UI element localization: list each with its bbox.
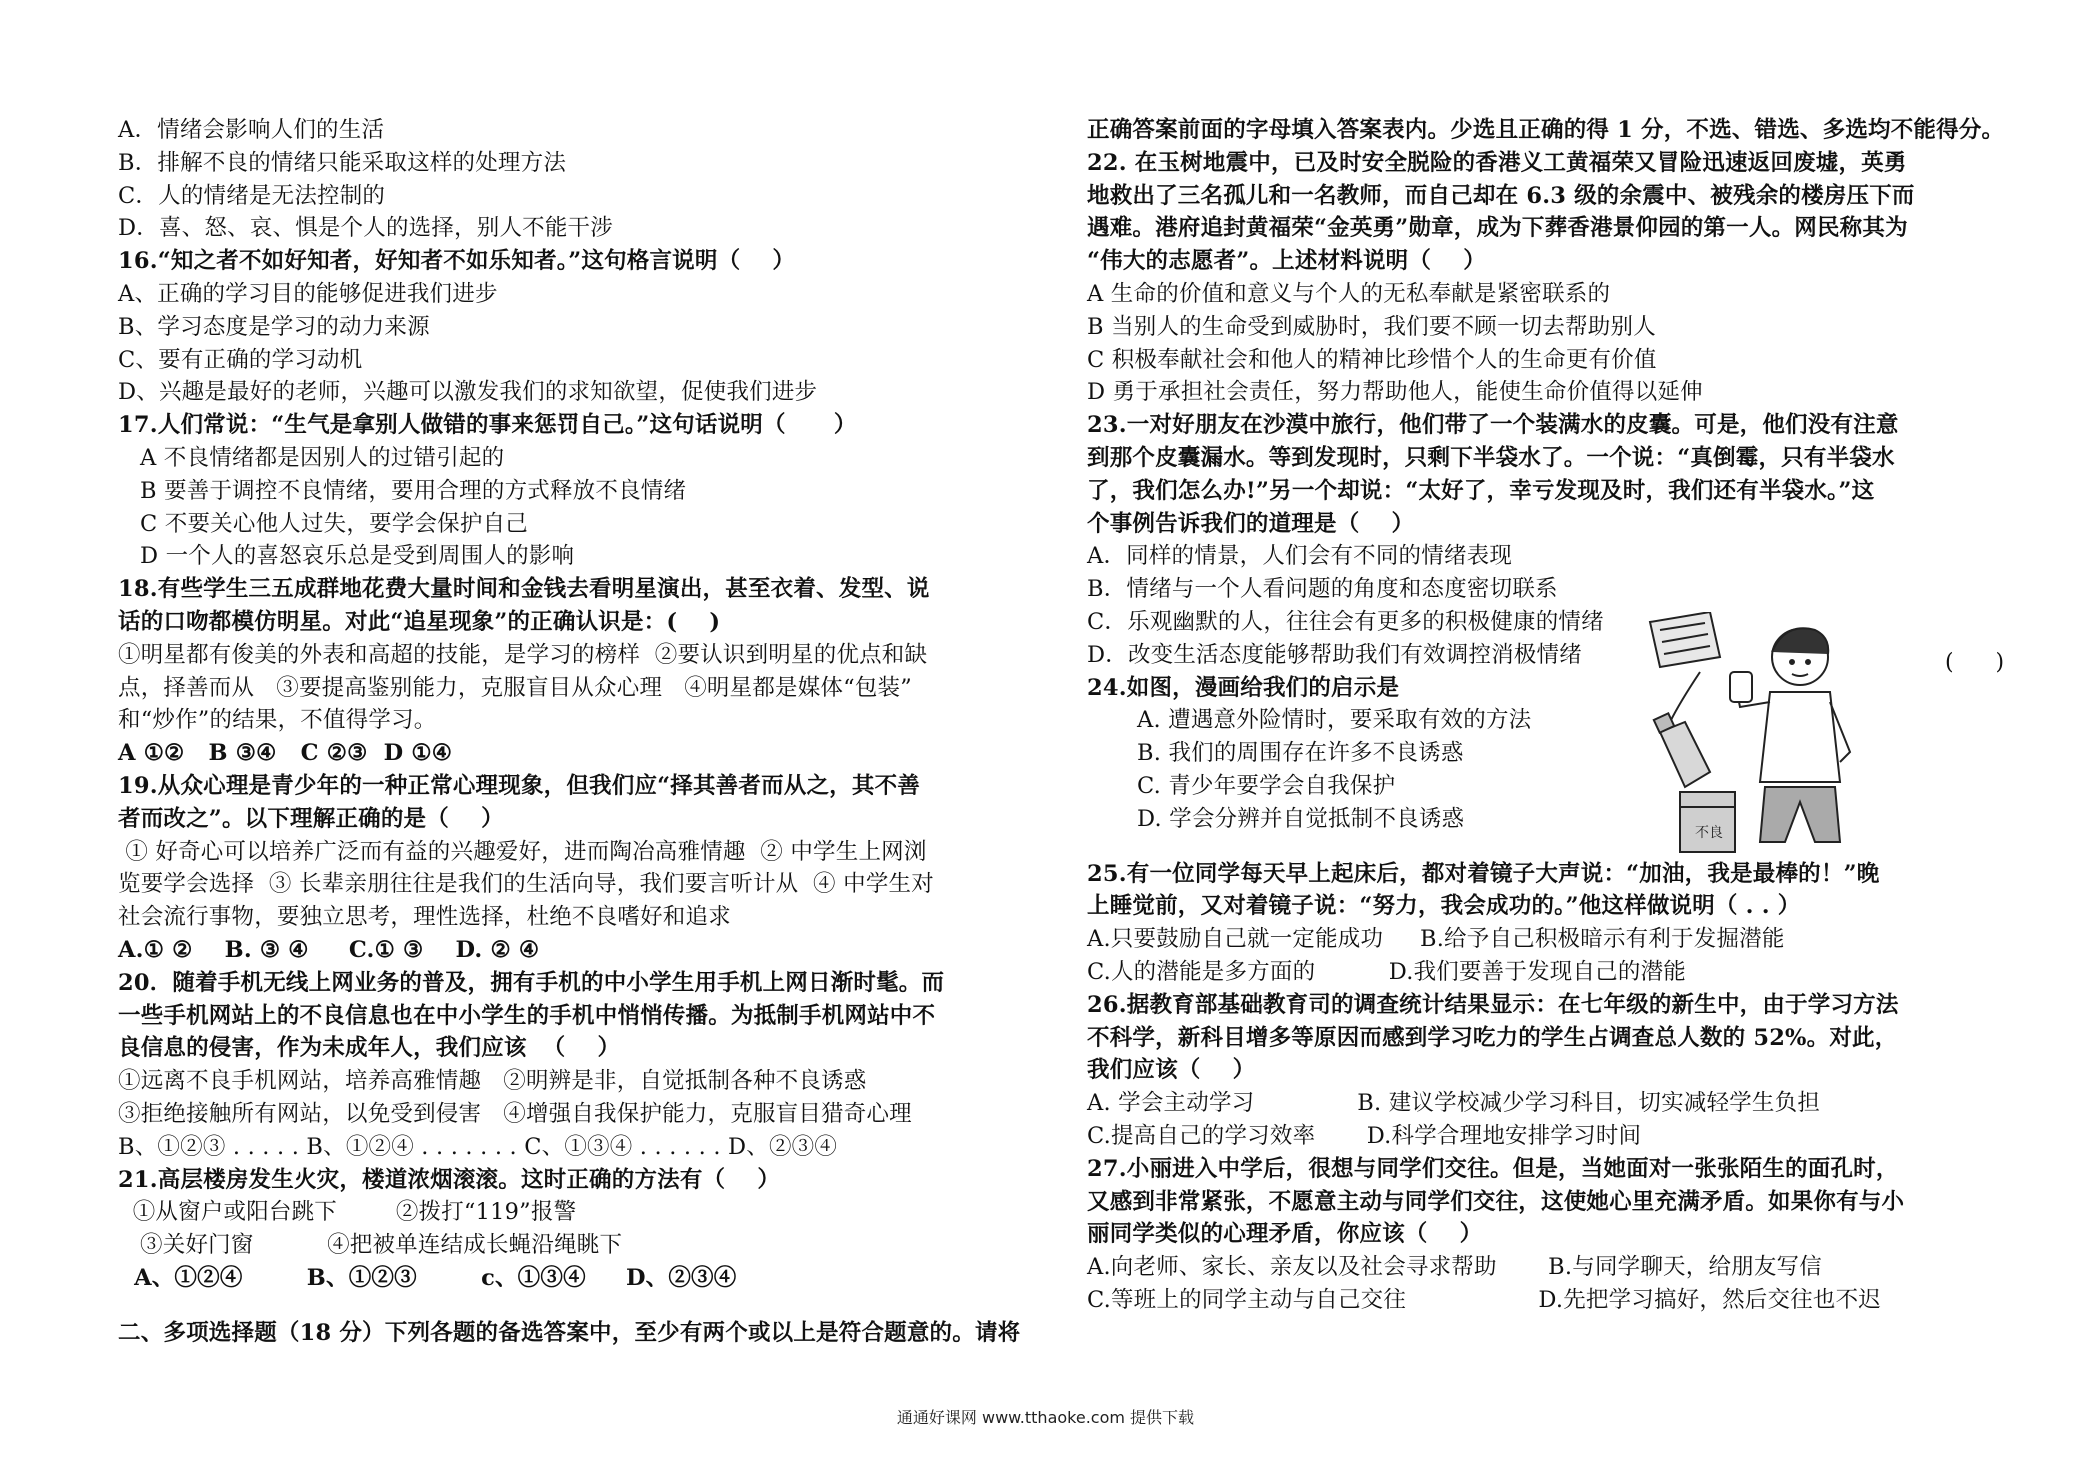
- right-column-line: 23.一对好朋友在沙漠中旅行，他们带了一个装满水的皮囊。可是，他们没有注意: [1087, 412, 1899, 439]
- left-column-line: C 不要关心他人过失，要学会保护自己: [140, 510, 528, 537]
- right-column-line: A.向老师、家长、亲友以及社会寻求帮助 B.与同学聊天，给朋友写信: [1087, 1254, 1822, 1281]
- left-column-line: 16.“知之者不如好知者，好知者不如乐知者。”这句格言说明（ ）: [118, 248, 796, 275]
- right-column-line: 到那个皮囊漏水。等到发现时，只剩下半袋水了。一个说：“真倒霉，只有半袋水: [1087, 444, 1895, 471]
- right-column-line: B．情绪与一个人看问题的角度和态度密切联系: [1087, 576, 1558, 603]
- left-column-line: ① 好奇心可以培养广泛而有益的兴趣爱好，进而陶冶高雅情趣 ② 中学生上网浏: [118, 838, 927, 865]
- right-column-line: C.人的潜能是多方面的 D.我们要善于发现自己的潜能: [1087, 958, 1686, 985]
- left-column-line: B 要善于调控不良情绪，要用合理的方式释放不良情绪: [140, 477, 687, 504]
- left-column-line: 21.高层楼房发生火灾，楼道浓烟滚滚。这时正确的方法有（ ）: [118, 1166, 781, 1193]
- right-column-line: 上睡觉前，又对着镜子说：“努力，我会成功的。”他这样做说明（ . . ）: [1087, 893, 1801, 920]
- cartoon-illustration: [1640, 612, 1870, 862]
- right-column-line: 又感到非常紧张，不愿意主动与同学们交往，这使她心里充满矛盾。如果你有与小: [1087, 1188, 1905, 1215]
- left-column-line: ①远离不良手机网站，培养高雅情趣 ②明辨是非，自觉抵制各种不良诱惑: [118, 1068, 867, 1095]
- right-column-line: A．同样的情景，人们会有不同的情绪表现: [1087, 543, 1513, 570]
- left-column-line: D 一个人的喜怒哀乐总是受到周围人的影响: [140, 543, 575, 570]
- left-column-line: B、①②③ . . . . . B、①②④ . . . . . . . C、①③④ . . . . . . D、②③④: [118, 1133, 838, 1160]
- left-column-line: D．喜、怒、哀、惧是个人的选择，别人不能干涉: [118, 215, 613, 242]
- q24-answer-blank: ( ): [1945, 650, 2005, 675]
- right-column-line: 我们应该（ ）: [1087, 1057, 1256, 1084]
- right-column-line: C.提高自己的学习效率 D.科学合理地安排学习时间: [1087, 1122, 1642, 1149]
- right-column-line: 丽同学类似的心理矛盾，你应该（ ）: [1087, 1221, 1483, 1248]
- left-column-line: 社会流行事物，要独立思考，理性选择，杜绝不良嗜好和追求: [118, 904, 731, 931]
- right-column-line: C. 青少年要学会自我保护: [1137, 772, 1396, 799]
- right-column-line: C.等班上的同学主动与自己交往 D.先把学习搞好，然后交往也不迟: [1087, 1286, 1881, 1313]
- right-column-line: B 当别人的生命受到威胁时，我们要不顾一切去帮助别人: [1087, 313, 1656, 340]
- left-column-line: B．排解不良的情绪只能采取这样的处理方法: [118, 149, 567, 176]
- left-column-line: A 不良情绪都是因别人的过错引起的: [140, 444, 505, 471]
- left-column-line: ③拒绝接触所有网站，以免受到侵害 ④增强自我保护能力，克服盲目猎奇心理: [118, 1100, 912, 1127]
- left-column-line: 20．随着手机无线上网业务的普及，拥有手机的中小学生用手机上网日渐时髦。而: [118, 969, 945, 996]
- right-column-line: A 生命的价值和意义与个人的无私奉献是紧密联系的: [1087, 280, 1611, 307]
- left-column-line: A、正确的学习目的能够促进我们进步: [118, 280, 498, 307]
- left-column-line: 一些手机网站上的不良信息也在中小学生的手机中悄悄传播。为抵制手机网站中不: [118, 1002, 936, 1029]
- left-column-line: 者而改之”。以下理解正确的是（ ）: [118, 805, 504, 832]
- left-column-line: 良信息的侵害，作为未成年人，我们应该 （ ）: [118, 1035, 621, 1062]
- right-column-line: 地救出了三名孤儿和一名教师，而自己却在 6.3 级的余震中、被残余的楼房压下而: [1087, 182, 1915, 209]
- right-column-line: “伟大的志愿者”。上述材料说明（ ）: [1087, 248, 1486, 275]
- left-column-line: B、学习态度是学习的动力来源: [118, 313, 430, 340]
- left-column-line: 和“炒作”的结果，不值得学习。: [118, 707, 437, 734]
- left-column-line: 览要学会选择 ③ 长辈亲朋往往是我们的生活向导，我们要言听计从 ④ 中学生对: [118, 871, 934, 898]
- right-column-line: A. 学会主动学习 B. 建议学校减少学习科目，切实减轻学生负担: [1087, 1090, 1821, 1117]
- left-column: [118, 114, 1021, 1349]
- right-column-line: C 积极奉献社会和他人的精神比珍惜个人的生命更有价值: [1087, 346, 1657, 373]
- left-column-line: 18.有些学生三五成群地花费大量时间和金钱去看明星演出，甚至衣着、发型、说: [118, 576, 930, 603]
- left-column-line: C．人的情绪是无法控制的: [118, 182, 386, 209]
- left-column-line: 话的口吻都模仿明星。对此“追星现象”的正确认识是：( ): [118, 608, 721, 635]
- left-column-line: D、兴趣是最好的老师，兴趣可以激发我们的求知欲望，促使我们进步: [118, 379, 818, 406]
- right-column-line: 26.据教育部基础教育司的调查统计结果显示：在七年级的新生中，由于学习方法: [1087, 991, 1899, 1018]
- left-column-line: A、①②④ B、①②③ c、①③④ D、②③④: [118, 1264, 737, 1291]
- left-column-line: ①明星都有俊美的外表和高超的技能，是学习的榜样 ②要认识到明星的优点和缺: [118, 641, 928, 668]
- left-column-line: A ①② B ③④ C ②③ D ①④: [118, 740, 453, 767]
- left-column-line: 19.从众心理是青少年的一种正常心理现象，但我们应“择其善者而从之，其不善: [118, 772, 920, 799]
- left-column-line: ①从窗户或阳台跳下 ②拨打“119”报警: [118, 1199, 577, 1226]
- footer-credit: 通通好课网 www.tthaoke.com 提供下载: [896, 1408, 1195, 1427]
- left-column-line: ③关好门窗 ④把被单连结成长蝇沿绳眺下: [118, 1232, 623, 1259]
- right-column-line: 了，我们怎么办!”另一个却说：“太好了，幸亏发现及时，我们还有半袋水。”这: [1087, 477, 1875, 504]
- right-column-line: 22. 在玉树地震中，已及时安全脱险的香港义工黄福荣又冒险迅速返回废墟，英勇: [1087, 149, 1907, 176]
- right-column-line: 个事例告诉我们的道理是（ ）: [1087, 510, 1415, 537]
- left-column-line: 二、多项选择题（18 分）下列各题的备选答案中，至少有两个或以上是符合题意的。请将: [118, 1319, 1021, 1346]
- left-column-line: C、要有正确的学习动机: [118, 346, 363, 373]
- right-column-line: 遇难。港府追封黄福荣“金英勇”勋章，成为下葬香港景仰园的第一人。网民称其为: [1087, 215, 1908, 242]
- right-column-line: A. 遭遇意外险情时，要采取有效的方法: [1137, 707, 1532, 734]
- svg-text:不良: 不良: [1695, 825, 1723, 841]
- left-column-line: A．情绪会影响人们的生活: [118, 117, 385, 143]
- left-column-line: 17.人们常说：“生气是拿别人做错的事来惩罚自己。”这句话说明（ ）: [118, 412, 857, 439]
- right-column-line: D. 学会分辨并自觉抵制不良诱惑: [1137, 805, 1465, 832]
- right-column-line: 27.小丽进入中学后，很想与同学们交往。但是，当她面对一张张陌生的面孔时，: [1087, 1155, 1899, 1182]
- left-column-line: [118, 1295, 1018, 1317]
- left-column-line: 点，择善而从 ③要提高鉴别能力，克服盲目从众心理 ④明星都是媒体“包装”: [118, 674, 912, 701]
- right-column-line: 正确答案前面的字母填入答案表内。少选且正确的得 1 分，不选、错选、多选均不能得分。: [1087, 117, 2005, 143]
- right-column-line: B. 我们的周围存在许多不良诱惑: [1137, 740, 1464, 767]
- right-column-line: C．乐观幽默的人，往往会有更多的积极健康的情绪: [1087, 608, 1604, 635]
- right-column-line: 不科学，新科目增多等原因而感到学习吃力的学生占调查总人数的 52%。对此，: [1087, 1024, 1898, 1051]
- right-column-line: 25.有一位同学每天早上起床后，都对着镜子大声说：“加油，我是最棒的！”晚: [1087, 860, 1880, 887]
- right-column-line: D．改变生活态度能够帮助我们有效调控消极情绪: [1087, 641, 1582, 668]
- right-column-line: A.只要鼓励自己就一定能成功 B.给予自己积极暗示有利于发掘潜能: [1087, 926, 1785, 953]
- left-column-line: A.① ② B. ③ ④ C.① ③ D. ② ④: [118, 936, 540, 963]
- right-column-line: D 勇于承担社会责任，努力帮助他人，能使生命价值得以延伸: [1087, 379, 1703, 406]
- right-column-line: 24.如图，漫画给我们的启示是: [1087, 674, 1400, 701]
